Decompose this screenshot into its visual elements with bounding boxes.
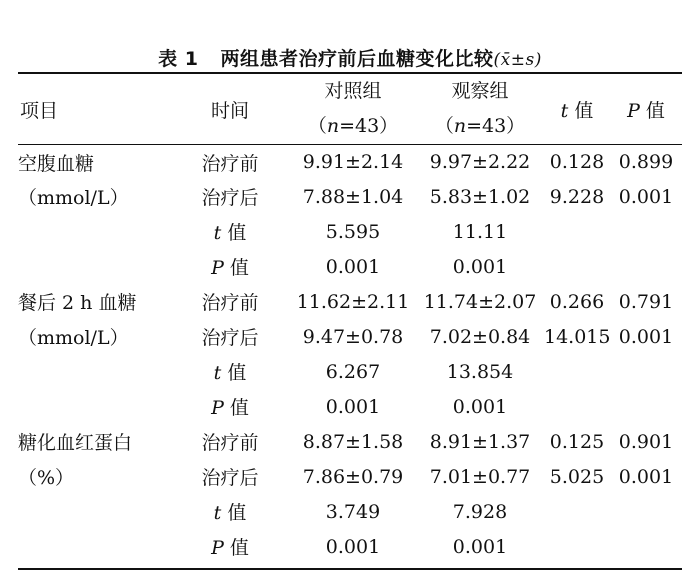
cell-control: 11.62±2.11 <box>296 290 410 313</box>
table-caption <box>0 44 700 71</box>
cell-control: 5.595 <box>325 220 381 243</box>
cell-time: P 值 <box>211 397 249 419</box>
cell-observe: 0.001 <box>452 395 508 418</box>
table-caption-stat: (x̄±s) <box>493 50 542 70</box>
cell-observe: 5.83±1.02 <box>429 185 531 208</box>
cell-item: （mmol/L） <box>18 187 129 209</box>
cell-time: 治疗前 <box>201 292 259 314</box>
cell-p-value: 0.001 <box>618 465 674 488</box>
cell-p-value: 0.791 <box>618 290 674 313</box>
cell-item <box>18 389 170 424</box>
cell-p-value <box>610 214 682 249</box>
cell-p-value: 0.899 <box>618 151 674 173</box>
cell-t-value: 0.266 <box>549 290 605 313</box>
cell-item <box>18 249 170 284</box>
cell-observe: 7.01±0.77 <box>429 465 531 488</box>
cell-control: 7.86±0.79 <box>302 465 404 488</box>
cell-p-value <box>610 494 682 529</box>
header-observe-label: 观察组 <box>451 80 509 102</box>
header-control-label: 对照组 <box>324 80 382 102</box>
cell-p-value <box>610 529 682 564</box>
table-body <box>18 144 682 564</box>
cell-t-value <box>544 214 610 249</box>
cell-control: 9.47±0.78 <box>302 325 404 348</box>
cell-p-value: 0.001 <box>618 185 674 208</box>
cell-time: 治疗后 <box>201 327 259 349</box>
cell-time: t 值 <box>213 362 247 384</box>
table-row <box>18 249 682 284</box>
cell-observe: 13.854 <box>446 360 514 383</box>
cell-time: 治疗后 <box>201 467 259 489</box>
cell-control: 7.88±1.04 <box>302 185 404 208</box>
cell-item <box>18 494 170 529</box>
table-row <box>18 494 682 529</box>
cell-t-value: 5.025 <box>549 465 605 488</box>
cell-control: 8.87±1.58 <box>302 430 404 453</box>
header-item: 项目 <box>20 99 59 122</box>
cell-time: t 值 <box>213 502 247 524</box>
cell-control: 0.001 <box>325 255 381 278</box>
cell-t-value: 0.128 <box>549 151 605 173</box>
cell-observe: 7.02±0.84 <box>429 325 531 348</box>
table-bottom-rule <box>18 568 682 570</box>
table-row <box>18 424 682 459</box>
cell-control: 9.91±2.14 <box>302 151 404 173</box>
table-row <box>18 214 682 249</box>
cell-t-value <box>544 494 610 529</box>
cell-control: 0.001 <box>325 395 381 418</box>
cell-item <box>18 214 170 249</box>
cell-time: P 值 <box>211 257 249 279</box>
cell-item: 空腹血糖 <box>18 152 95 175</box>
cell-p-value: 0.001 <box>618 325 674 348</box>
cell-control: 0.001 <box>325 535 381 558</box>
cell-p-value: 0.901 <box>618 430 674 453</box>
cell-observe: 11.11 <box>452 220 508 243</box>
table-caption-label: 表 1 <box>158 48 199 70</box>
header-time: 时间 <box>210 99 249 122</box>
cell-item: （mmol/L） <box>18 327 129 349</box>
cell-time: 治疗后 <box>201 187 259 209</box>
comparison-table <box>18 74 682 564</box>
cell-control: 6.267 <box>325 360 381 383</box>
cell-time: 治疗前 <box>201 432 259 454</box>
cell-t-value <box>544 529 610 564</box>
cell-observe: 8.91±1.37 <box>429 430 531 453</box>
table-row <box>18 459 682 494</box>
cell-t-value: 14.015 <box>544 325 611 348</box>
cell-t-value <box>544 249 610 284</box>
cell-item <box>18 529 170 564</box>
header-p-value: P 值 <box>627 99 665 122</box>
cell-observe: 7.928 <box>452 500 508 523</box>
cell-observe: 0.001 <box>452 535 508 558</box>
cell-observe: 9.97±2.22 <box>429 151 531 173</box>
header-observe <box>416 74 544 144</box>
cell-control: 3.749 <box>325 500 381 523</box>
cell-p-value <box>610 354 682 389</box>
table-caption-title: 两组患者治疗前后血糖变化比较 <box>220 48 494 70</box>
table-row <box>18 144 682 179</box>
cell-p-value <box>610 249 682 284</box>
header-t-value: t 值 <box>560 99 594 122</box>
cell-t-value: 0.125 <box>549 430 605 453</box>
table-row <box>18 389 682 424</box>
header-control-n: （n=43） <box>307 115 399 137</box>
cell-item: （%） <box>18 467 75 489</box>
table-row <box>18 319 682 354</box>
cell-observe: 0.001 <box>452 255 508 278</box>
cell-time: t 值 <box>213 222 247 244</box>
cell-t-value: 9.228 <box>549 185 605 208</box>
header-observe-n: （n=43） <box>434 115 526 137</box>
table-row <box>18 529 682 564</box>
header-control <box>290 74 416 144</box>
cell-p-value <box>610 389 682 424</box>
cell-item <box>18 354 170 389</box>
table-row <box>18 354 682 389</box>
table-row <box>18 284 682 319</box>
header-row <box>18 74 682 144</box>
table-row <box>18 179 682 214</box>
cell-observe: 11.74±2.07 <box>423 290 537 313</box>
cell-item: 餐后 2 h 血糖 <box>18 292 137 314</box>
cell-time: P 值 <box>211 537 249 559</box>
cell-time: 治疗前 <box>201 152 259 175</box>
cell-t-value <box>544 354 610 389</box>
cell-item: 糖化血红蛋白 <box>18 432 133 454</box>
cell-t-value <box>544 389 610 424</box>
